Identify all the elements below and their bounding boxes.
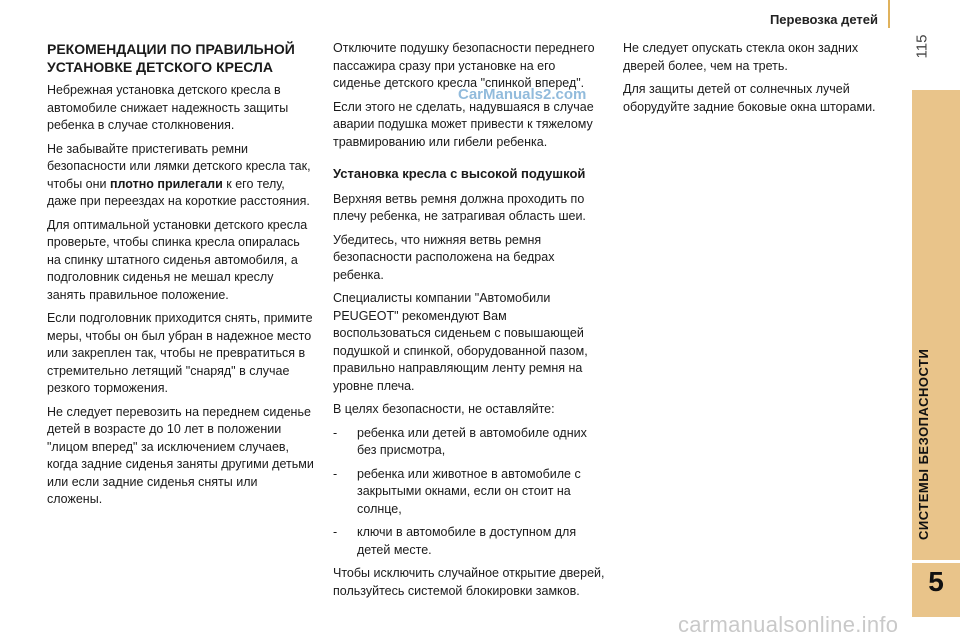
- paragraph: Небрежная установка детского кресла в автомобиле снижает надежность защиты ребенка в случае столкновения.: [47, 83, 289, 132]
- paragraph: Для оптимальной установки детского кресла проверьте, чтобы спинка кресла опиралась на спинку штатного сиденья автомобиля, а подголовник сиденья не мешал креслу занять правильное положение.: [47, 217, 308, 302]
- paragraph: Для защиты детей от солнечных лучей оборудуйте задние боковые окна шторами.: [623, 82, 876, 114]
- paragraph: Если подголовник приходится снять, примите меры, чтобы он был убран в надежное место или закреплен так, чтобы не превратиться в стремительно летящий "снаряд" в случае резкого торможения.: [47, 311, 313, 395]
- list-item-text: ключи в автомобиле в доступном для детей месте.: [357, 525, 577, 557]
- subsection-heading: Установка кресла с высокой подушкой: [333, 166, 586, 181]
- paragraph: Если этого не сделать, надувшаяся в случае аварии подушка может привести к тяжелому травмированию или гибели ребенка.: [333, 99, 594, 149]
- list-item-text: ребенка или детей в автомобиле одних без присмотра,: [357, 425, 587, 457]
- list-item: [333, 466, 605, 519]
- chapter-side-label-text: СИСТЕМЫ БЕЗОПАСНОСТИ: [916, 348, 931, 540]
- section-title: Перевозка детей: [769, 12, 878, 27]
- list-dash: -: [333, 525, 338, 539]
- watermark-top: CarManuals2.com: [458, 86, 587, 103]
- section-heading: РЕКОМЕНДАЦИИ ПО ПРАВИЛЬНОЙ УСТАНОВКЕ ДЕТСКОГО КРЕСЛА: [47, 41, 295, 75]
- paragraph: Чтобы исключить случайное открытие дверей, пользуйтесь системой блокировки замков.: [333, 566, 605, 598]
- column-3: [623, 40, 893, 122]
- list-item-text: ребенка или животное в автомобиле с закрытыми окнами, если он стоит на солнце,: [357, 466, 581, 516]
- page-number: 115: [913, 34, 931, 59]
- paragraph: [47, 141, 315, 211]
- paragraph: В целях безопасности, не оставляйте:: [333, 402, 555, 416]
- list-item: [333, 524, 605, 559]
- column-2: [333, 40, 605, 606]
- column-1: [47, 40, 315, 515]
- paragraph: Убедитесь, что нижняя ветвь ремня безопасности расположена на бедрах ребенка.: [333, 232, 555, 282]
- list-dash: -: [333, 466, 338, 481]
- chapter-side-label: [916, 348, 931, 550]
- list-dash: -: [333, 425, 338, 440]
- paragraph-text: Не забывайте пристегивать ремни безопасности или лямки детского кресла так, чтобы они: [47, 141, 311, 191]
- paragraph: Отключите подушку безопасности переднего пассажира сразу при установке на его сиденье детского кресла "спинкой вперед".: [333, 41, 595, 90]
- header-divider: [888, 0, 890, 28]
- paragraph: Верхняя ветвь ремня должна проходить по плечу ребенка, не затрагивая область шеи.: [333, 191, 586, 223]
- paragraph: Не следует перевозить на переднем сиденье детей в возрасте до 10 лет в положении "лицом вперед" за исключением случаев, когда задние сиденья заняты другими детьми или если задние сиденья сняты или сложены.: [47, 404, 314, 506]
- paragraph-text: к его телу, даже при переездах на короткие расстояния.: [47, 176, 310, 208]
- chapter-number: 5: [928, 566, 944, 597]
- list-item: [333, 425, 605, 460]
- paragraph: Не следует опускать стекла окон задних дверей более, чем на треть.: [623, 41, 859, 73]
- emphasis-text: плотно прилегали: [109, 176, 223, 191]
- paragraph: Специалисты компании "Автомобили PEUGEOT" рекомендуют Вам воспользоваться сиденьем с повышающей подушкой и спинкой, оборудованной пазом, правильно направляющим ленту ремня на уровне плеча.: [333, 291, 588, 393]
- watermark-bottom: carmanualsonline.info: [678, 612, 899, 637]
